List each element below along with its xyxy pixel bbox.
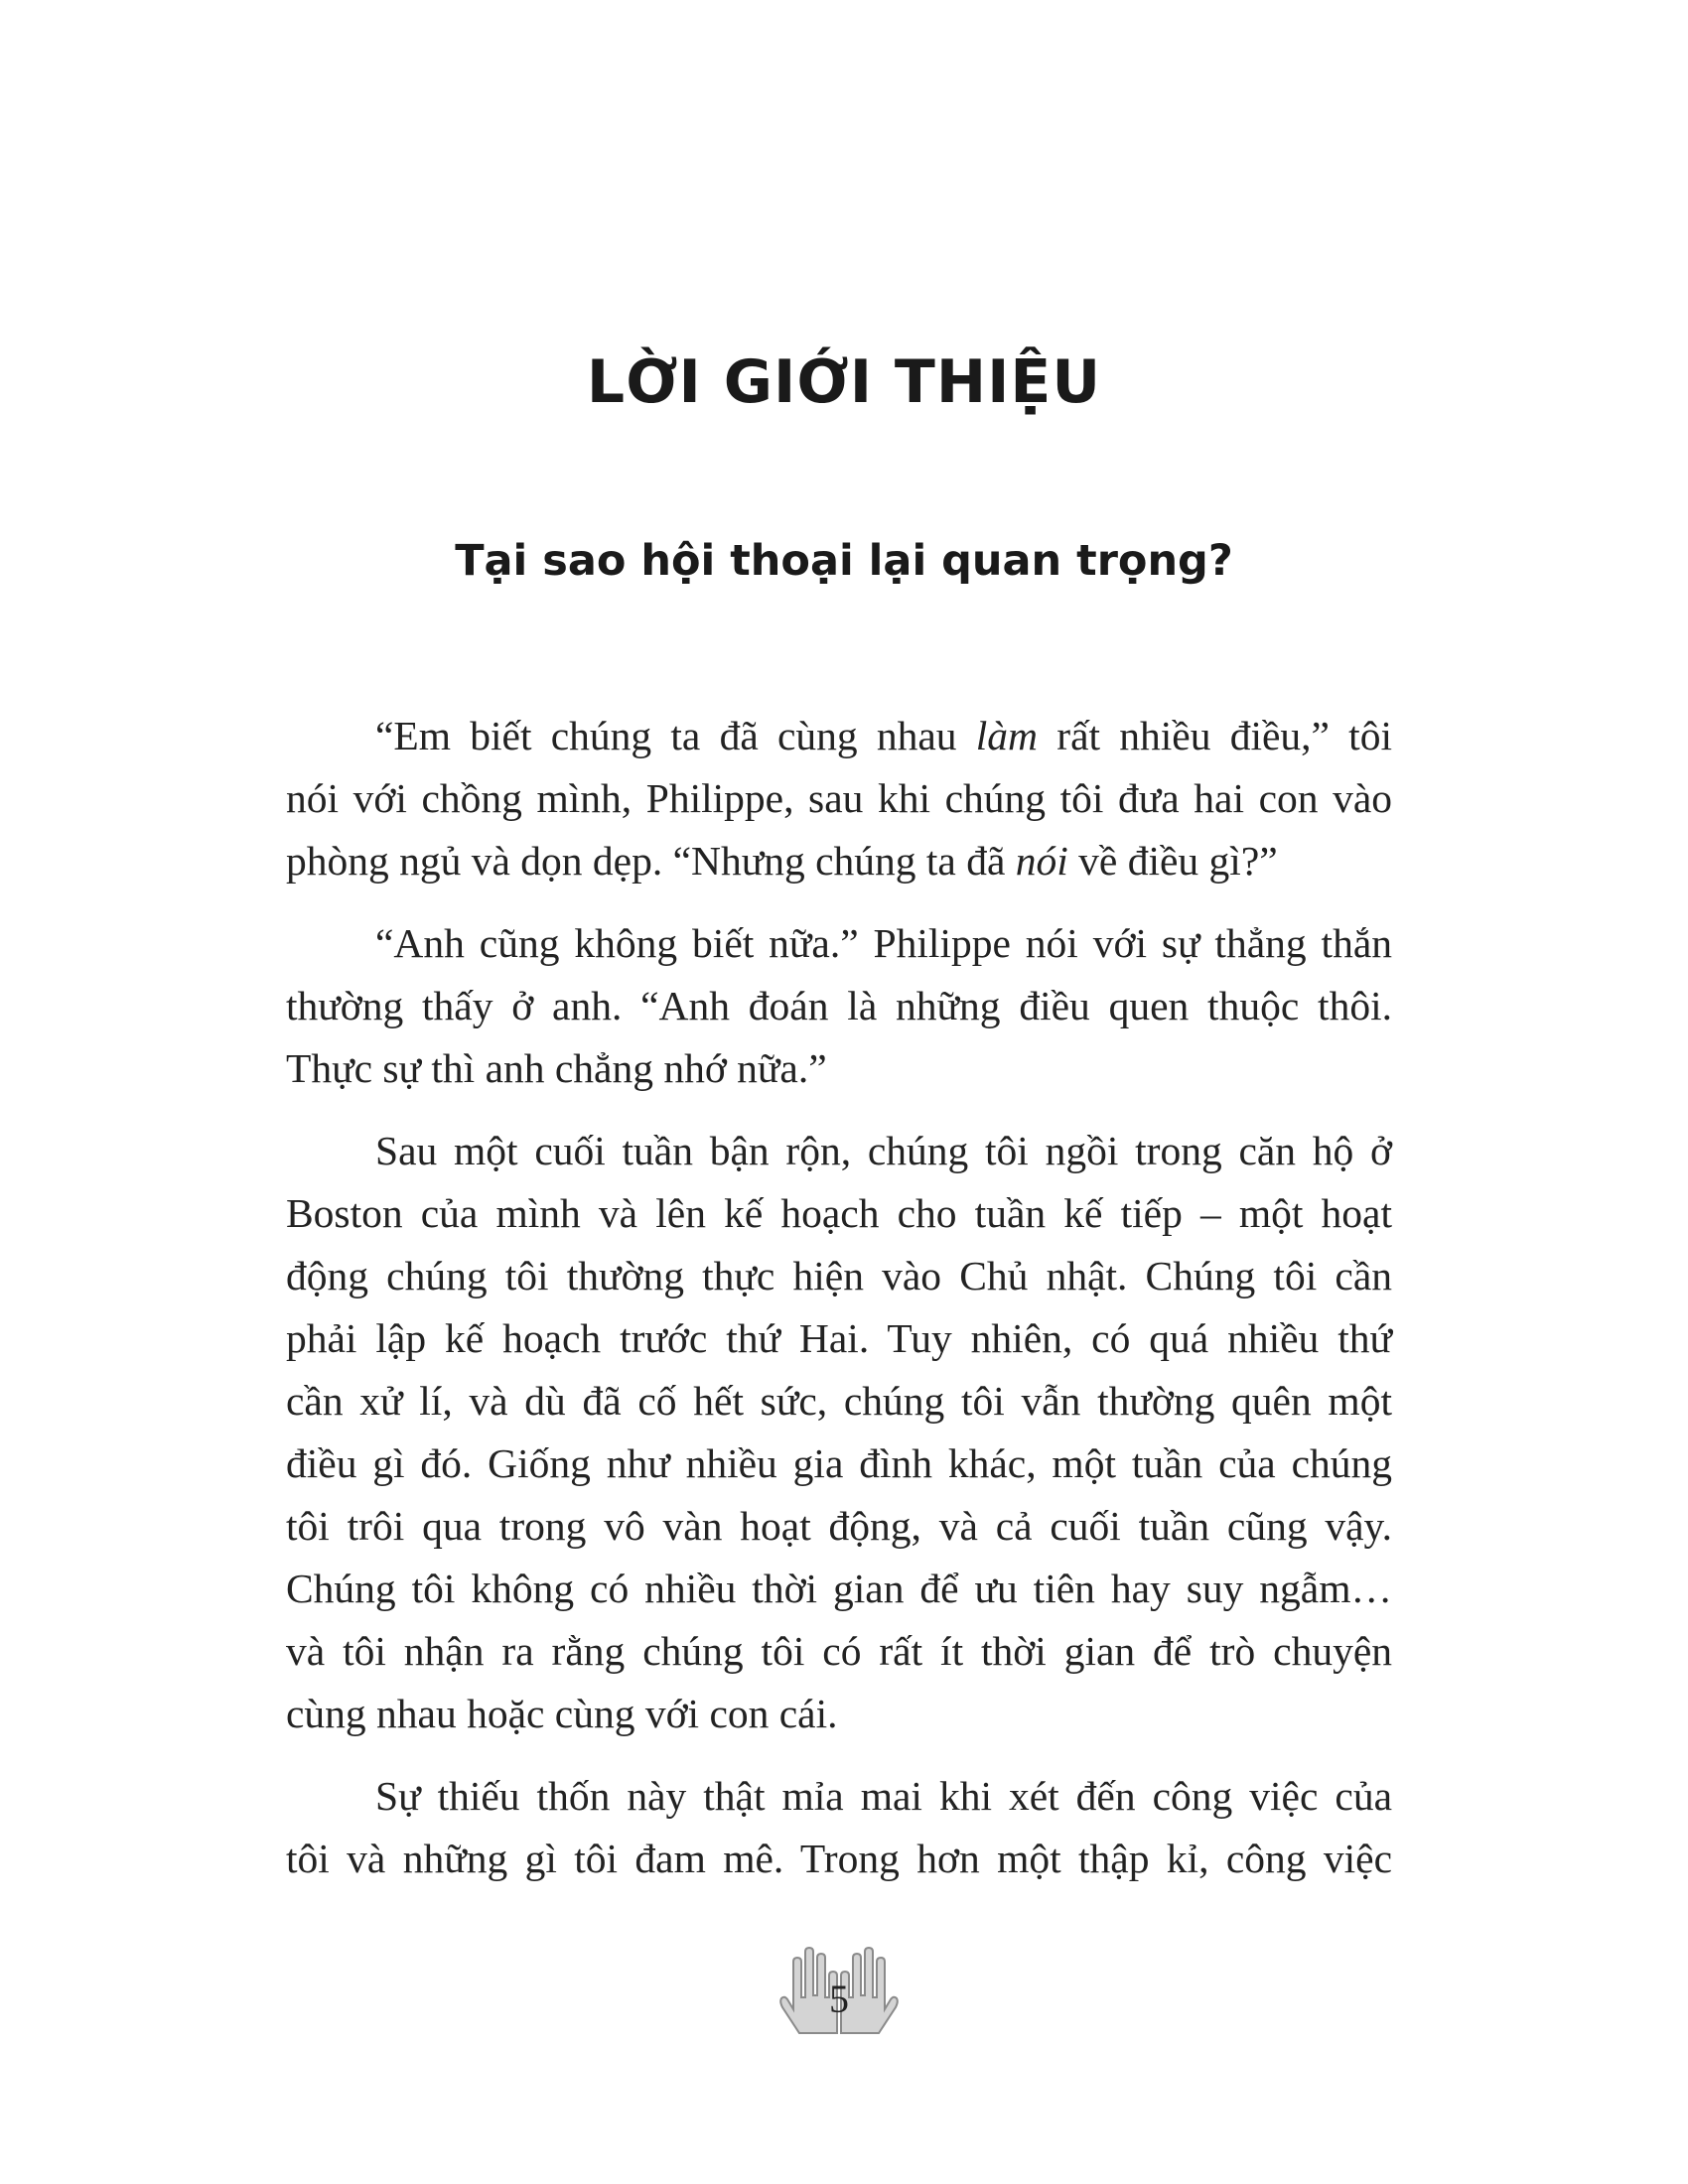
text-segment: cùng nhau hoặc cùng với con cái. bbox=[286, 1691, 838, 1736]
text-line bbox=[286, 1495, 1392, 1558]
text-line bbox=[286, 1683, 1392, 1745]
paragraph bbox=[286, 1765, 1392, 1890]
text-line bbox=[286, 705, 1392, 767]
text-line bbox=[286, 1307, 1392, 1370]
text-segment: “Em biết chúng ta đã cùng nhau bbox=[375, 713, 976, 758]
text-segment: tôi và những gì tôi đam mê. Trong hơn một thập kỉ, công việc bbox=[286, 1836, 1392, 1881]
text-line bbox=[286, 1558, 1392, 1620]
text-segment: Thực sự thì anh chẳng nhớ nữa.” bbox=[286, 1045, 827, 1091]
text-line bbox=[286, 1037, 1392, 1100]
text-line bbox=[286, 1182, 1392, 1245]
text-segment: “Anh cũng không biết nữa.” Philippe nói với sự thẳng thắn bbox=[375, 920, 1392, 966]
text-line bbox=[286, 767, 1392, 830]
text-segment: và tôi nhận ra rằng chúng tôi có rất ít thời gian để trò chuyện bbox=[286, 1628, 1392, 1674]
text-segment: thường thấy ở anh. “Anh đoán là những điều quen thuộc thôi. bbox=[286, 983, 1392, 1028]
text-line bbox=[286, 1765, 1392, 1828]
text-line bbox=[286, 1433, 1392, 1495]
text-segment: về điều gì?” bbox=[1067, 838, 1278, 884]
emphasis-text: nói bbox=[1015, 838, 1068, 884]
page-number: 5 bbox=[829, 1977, 849, 2021]
text-line bbox=[286, 1620, 1392, 1683]
text-segment: Boston của mình và lên kế hoạch cho tuần kế tiếp – một hoạt bbox=[286, 1190, 1392, 1236]
body-text bbox=[286, 705, 1392, 1910]
page-footer bbox=[779, 1936, 899, 2045]
text-segment: cần xử lí, và dù đã cố hết sức, chúng tôi vẫn thường quên một bbox=[286, 1378, 1392, 1424]
text-segment: Chúng tôi không có nhiều thời gian để ưu tiên hay suy ngẫm… bbox=[286, 1566, 1392, 1611]
text-segment: Sự thiếu thốn này thật mỉa mai khi xét đến công việc của bbox=[375, 1773, 1392, 1819]
text-segment: động chúng tôi thường thực hiện vào Chủ nhật. Chúng tôi cần bbox=[286, 1253, 1392, 1298]
text-line bbox=[286, 1828, 1392, 1890]
text-line bbox=[286, 975, 1392, 1037]
text-line bbox=[286, 1245, 1392, 1307]
text-segment: nói với chồng mình, Philippe, sau khi chúng tôi đưa hai con vào bbox=[286, 775, 1392, 821]
text-line bbox=[286, 912, 1392, 975]
text-segment: phải lập kế hoạch trước thứ Hai. Tuy nhiên, có quá nhiều thứ bbox=[286, 1315, 1392, 1361]
text-line bbox=[286, 830, 1392, 892]
section-subtitle: Tại sao hội thoại lại quan trọng? bbox=[455, 536, 1233, 586]
chapter-title: LỜI GIỚI THIỆU bbox=[586, 347, 1102, 417]
paragraph bbox=[286, 1120, 1392, 1745]
paragraph bbox=[286, 705, 1392, 892]
text-segment: rất nhiều điều,” tôi bbox=[1038, 713, 1392, 758]
text-line bbox=[286, 1120, 1392, 1182]
paragraph bbox=[286, 912, 1392, 1100]
text-segment: tôi trôi qua trong vô vàn hoạt động, và cả cuối tuần cũng vậy. bbox=[286, 1503, 1392, 1549]
text-segment: phòng ngủ và dọn dẹp. “Nhưng chúng ta đã bbox=[286, 838, 1016, 884]
text-segment: Sau một cuối tuần bận rộn, chúng tôi ngồi trong căn hộ ở bbox=[375, 1128, 1392, 1173]
text-segment: điều gì đó. Giống như nhiều gia đình khác, một tuần của chúng bbox=[286, 1440, 1392, 1486]
text-line bbox=[286, 1370, 1392, 1433]
emphasis-text: làm bbox=[975, 713, 1039, 758]
